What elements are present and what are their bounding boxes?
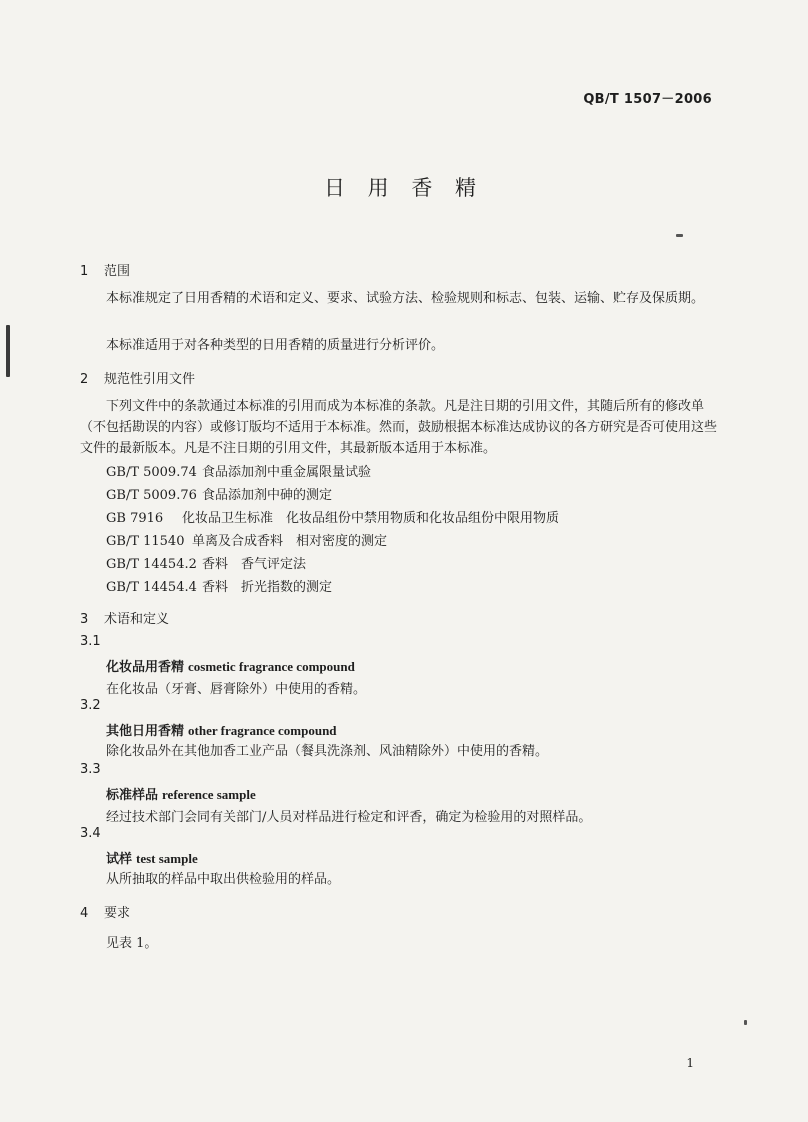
section-1-paragraph-1: 本标准规定了日用香精的术语和定义、要求、试验方法、检验规则和标志、包装、运输、贮存及保质期。 — [106, 291, 705, 306]
reference-item — [106, 507, 559, 526]
section-number: 1 — [80, 264, 89, 279]
section-number: 4 — [80, 906, 89, 921]
reference-code: GB/T 14454.2 — [106, 557, 197, 572]
term-english: test sample — [136, 851, 198, 866]
section-title: 范围 — [104, 264, 131, 279]
term-number: 3.1 — [80, 634, 101, 649]
section-number: 3 — [80, 612, 89, 627]
section-3-heading — [80, 608, 169, 627]
reference-item — [106, 553, 306, 572]
term-number: 3.3 — [80, 762, 101, 777]
section-1-paragraph-2: 本标准适用于对各种类型的日用香精的质量进行分析评价。 — [106, 338, 445, 353]
term-heading — [106, 720, 337, 739]
scan-speck — [676, 234, 683, 237]
reference-name: 化妆品卫生标准 化妆品组份中禁用物质和化妆品组份中限用物质 — [182, 511, 560, 526]
section-2-paragraph: 下列文件中的条款通过本标准的引用而成为本标准的条款。凡是注日期的引用文件，其随后所有的修改单（不包括勘误的内容）或修订版均不适用于本标准。然而，鼓励根据本标准达成协议的各方研究是否可使用这些文件的最新版本。凡是不注日期的引用文件，其最新版本适用于本标准。 — [80, 399, 718, 456]
scan-edge-mark — [6, 325, 10, 377]
reference-name: 食品添加剂中重金属限量试验 — [202, 465, 372, 480]
term-definition: 除化妆品外在其他加香工业产品（餐具洗涤剂、风油精除外）中使用的香精。 — [106, 744, 549, 759]
term-definition: 经过技术部门会同有关部门/人员对样品进行检定和评香，确定为检验用的对照样品。 — [106, 810, 592, 825]
reference-name: 香料 香气评定法 — [202, 557, 307, 572]
section-4-text: 见表 1。 — [106, 936, 158, 951]
section-title: 要求 — [104, 906, 131, 921]
term-english: cosmetic fragrance compound — [188, 659, 355, 674]
term-chinese: 试样 — [106, 852, 133, 867]
reference-code: GB/T 14454.4 — [106, 580, 197, 595]
section-4-heading — [80, 902, 130, 921]
term-chinese: 其他日用香精 — [106, 724, 185, 739]
term-heading — [106, 784, 256, 803]
term-heading — [106, 656, 355, 675]
reference-code: GB/T 11540 — [106, 534, 185, 549]
reference-item — [106, 461, 371, 480]
reference-item — [106, 484, 332, 503]
section-2-heading — [80, 368, 195, 387]
reference-name: 香料 折光指数的测定 — [202, 580, 333, 595]
section-title: 规范性引用文件 — [104, 372, 196, 387]
term-definition: 从所抽取的样品中取出供检验用的样品。 — [106, 872, 341, 887]
term-english: reference sample — [162, 787, 256, 802]
term-chinese: 化妆品用香精 — [106, 660, 185, 675]
term-number: 3.4 — [80, 826, 101, 841]
document-title: 日 用 香 精 — [323, 176, 485, 200]
reference-name: 单离及合成香料 相对密度的测定 — [192, 534, 388, 549]
scan-speck — [744, 1020, 747, 1025]
reference-code: GB/T 5009.74 — [106, 465, 197, 480]
standard-code: QB/T 1507－2006 — [583, 92, 712, 107]
term-number: 3.2 — [80, 698, 101, 713]
section-number: 2 — [80, 372, 89, 387]
section-title: 术语和定义 — [104, 612, 170, 627]
term-chinese: 标准样品 — [106, 788, 159, 803]
section-1-heading — [80, 260, 130, 279]
term-english: other fragrance compound — [188, 723, 337, 738]
reference-code: GB/T 5009.76 — [106, 488, 197, 503]
reference-code: GB 7916 — [106, 511, 164, 526]
term-definition: 在化妆品（牙膏、唇膏除外）中使用的香精。 — [106, 682, 367, 697]
reference-item — [106, 530, 387, 549]
reference-name: 食品添加剂中砷的测定 — [202, 488, 333, 503]
page-number: 1 — [686, 1056, 694, 1070]
reference-item — [106, 576, 332, 595]
term-heading — [106, 848, 198, 867]
